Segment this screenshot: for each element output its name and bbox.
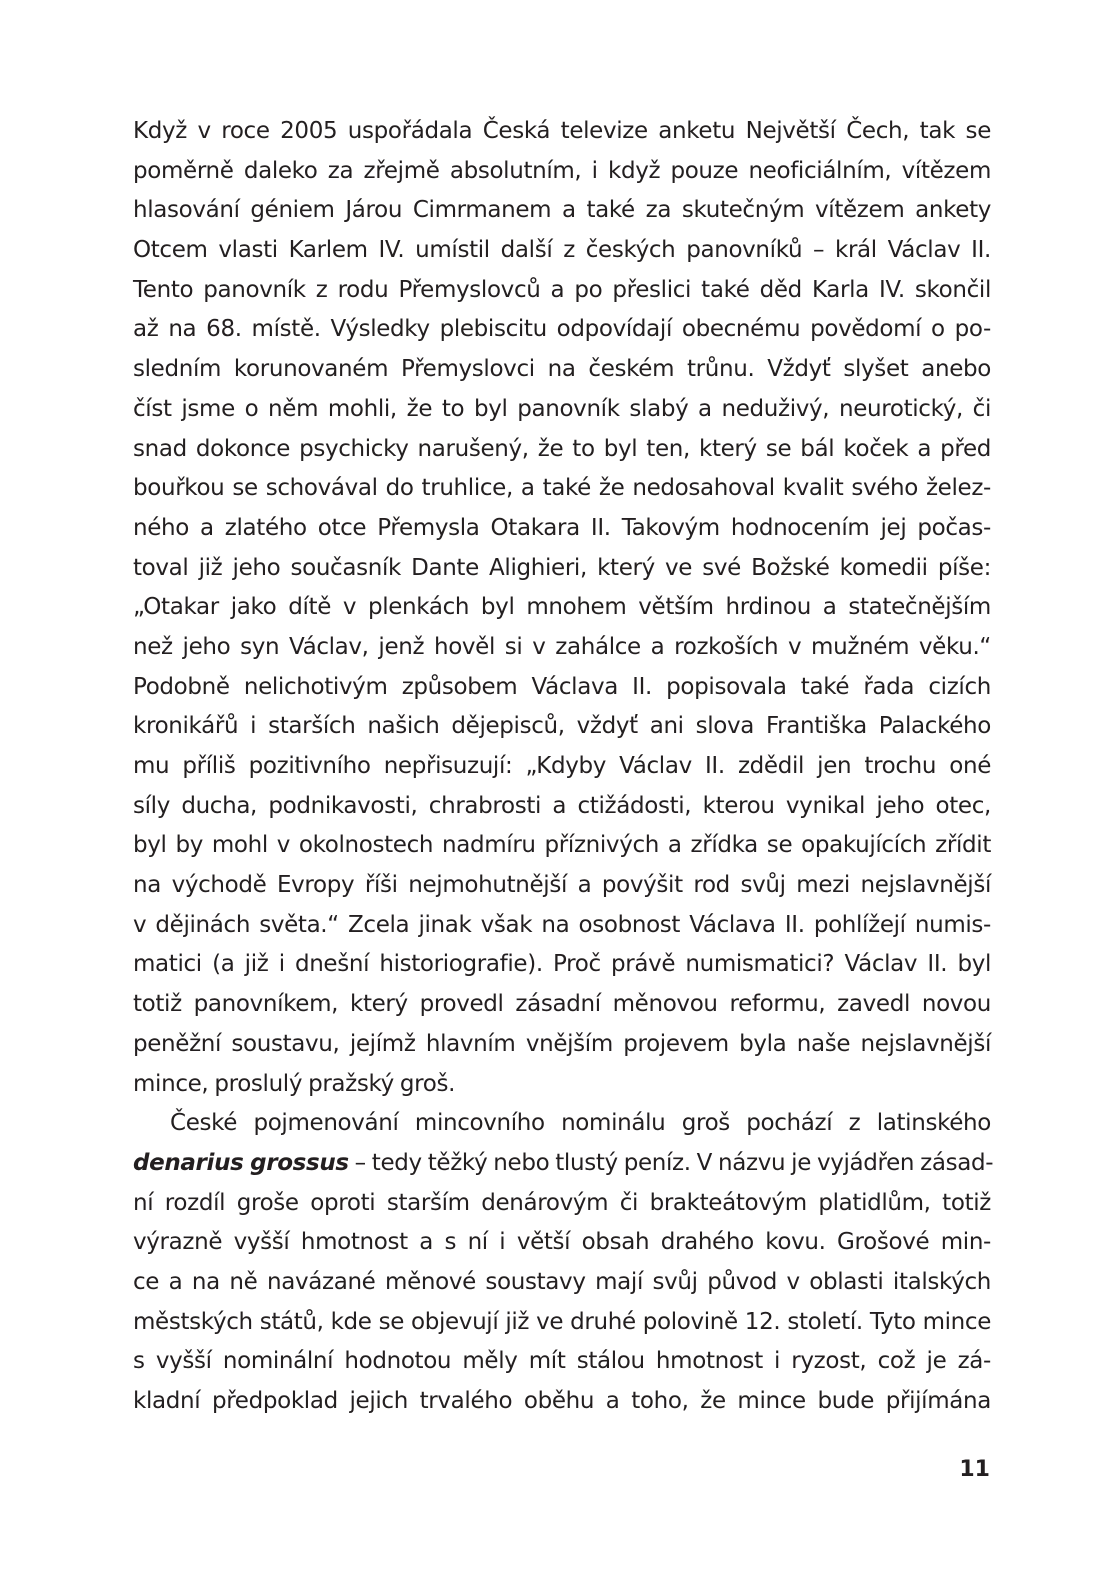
text-line: peněžní soustavu, jejímž hlavním vnějším projevem byla naše nejslavnější bbox=[133, 1030, 991, 1057]
text-line: Podobně nelichotivým způsobem Václava II. popisovala také řada cizích bbox=[133, 673, 991, 700]
text-line: s vyšší nominální hodnotou měly mít stálou hmotnost i ryzost, což je zá- bbox=[133, 1348, 991, 1375]
text-line: až na 68. místě. Výsledky plebiscitu odpovídají obecnému povědomí o po- bbox=[133, 316, 991, 343]
text-line: hlasování géniem Járou Cimrmanem a také za skutečným vítězem ankety bbox=[133, 197, 991, 224]
text-line: mu příliš pozitivního nepřisuzují: „Kdyby Václav II. zdědil jen trochu oné bbox=[133, 753, 991, 779]
text-line: mince, proslulý pražský groš. bbox=[133, 1070, 456, 1097]
text-line: Otcem vlasti Karlem IV. umístil další z českých panovníků – král Václav II. bbox=[133, 237, 991, 264]
text-line: ce a na ně navázané měnové soustavy mají svůj původ v oblasti italských bbox=[133, 1268, 991, 1295]
latin-term: denarius grossus bbox=[133, 1149, 349, 1176]
text-line: poměrně daleko za zřejmě absolutním, i když pouze neoficiálním, vítězem bbox=[133, 157, 991, 184]
text-line: Tento panovník z rodu Přemyslovců a po přeslici také děd Karla IV. skončil bbox=[133, 276, 991, 303]
text-line: České pojmenování mincovního nominálu groš pochází z latinského bbox=[170, 1110, 991, 1137]
text-line: městských států, kde se objevují již ve druhé polovině 12. století. Tyto mince bbox=[133, 1308, 991, 1335]
text-line: toval již jeho současník Dante Alighieri, který ve své Božské komedii píše: bbox=[133, 554, 991, 581]
text-line: v dějinách světa.“ Zcela jinak však na osobnost Václava II. pohlížejí numis- bbox=[133, 911, 991, 938]
text-line: než jeho syn Václav, jenž hověl si v zahálce a rozkoších v mužném věku.“ bbox=[133, 633, 991, 660]
text-line: byl by mohl v okolnostech nadmíru příznivých a zřídka se opakujících zřídit bbox=[133, 832, 991, 859]
text-line: kladní předpoklad jejich trvalého oběhu a toho, že mince bude přijímána bbox=[133, 1388, 991, 1414]
text-line: sledním korunovaném Přemyslovci na českém trůnu. Vždyť slyšet anebo bbox=[133, 356, 991, 383]
text-line: „Otakar jako dítě v plenkách byl mnohem větším hrdinou a statečnějším bbox=[133, 594, 991, 621]
page-number: 11 bbox=[959, 1457, 990, 1482]
text-line: síly ducha, podnikavosti, chrabrosti a ctižádosti, kterou vynikal jeho otec, bbox=[133, 792, 991, 819]
body-text bbox=[133, 112, 994, 1422]
text-run: – tedy těžký nebo tlustý peníz. V názvu je vyjádřen zásad- bbox=[348, 1149, 994, 1176]
text-line: snad dokonce psychicky narušený, že to byl ten, který se bál koček a před bbox=[133, 435, 991, 462]
text-line: ného a zlatého otce Přemysla Otakara II. Takovým hodnocením jej počas- bbox=[133, 514, 991, 541]
text-line: totiž panovníkem, který provedl zásadní měnovou reformu, zavedl novou bbox=[133, 991, 991, 1018]
text-line: ní rozdíl groše oproti starším denárovým či brakteátovým platidlům, totiž bbox=[133, 1189, 991, 1216]
text-line: Když v roce 2005 uspořádala Česká televize anketu Největší Čech, tak se bbox=[133, 118, 991, 144]
text-line: bouřkou se schovával do truhlice, a také že nedosahoval kvalit svého želez- bbox=[133, 475, 991, 502]
paragraph-1 bbox=[133, 112, 991, 1104]
text-line: výrazně vyšší hmotnost a s ní i větší obsah drahého kovu. Grošové min- bbox=[133, 1229, 991, 1256]
text-line: kronikářů i starších našich dějepisců, vždyť ani slova Františka Palackého bbox=[133, 713, 991, 740]
text-line bbox=[133, 1144, 994, 1184]
text-line: matici (a již i dnešní historiografie). Proč právě numismatici? Václav II. byl bbox=[133, 951, 991, 978]
text-line: číst jsme o něm mohli, že to byl panovník slabý a neduživý, neurotický, či bbox=[133, 395, 991, 422]
text-line: na východě Evropy říši nejmohutnější a povýšit rod svůj mezi nejslavnější bbox=[133, 872, 991, 899]
paragraph-2 bbox=[133, 1104, 994, 1422]
